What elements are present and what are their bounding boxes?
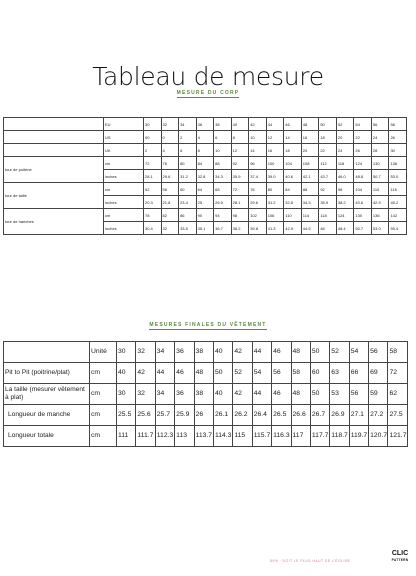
table-cell: 25.5: [117, 405, 136, 426]
table-row: [4, 131, 407, 144]
size-header: 46: [272, 342, 291, 363]
table-cell: 119.7: [349, 426, 368, 447]
table-cell: 29.6: [161, 170, 179, 183]
table-cell: 26.6: [291, 405, 310, 426]
table-cell: 92: [319, 183, 337, 196]
table-cell: 14: [284, 131, 302, 144]
table-cell: 38: [194, 384, 213, 405]
table-cell: 46: [272, 384, 291, 405]
table-cell: 40: [213, 384, 232, 405]
table-cell: 72: [144, 157, 162, 170]
table-cell: 118: [319, 209, 337, 222]
measurement-name: tour de taille: [4, 183, 104, 209]
table-cell: 96: [249, 157, 267, 170]
table-cell: 118: [336, 157, 354, 170]
table-cell: 24: [371, 131, 389, 144]
table-cell: 12: [266, 131, 284, 144]
table-cell: 48: [194, 363, 213, 384]
table-cell: 66: [349, 363, 368, 384]
size-header: 38: [194, 342, 213, 363]
table-cell: 82: [161, 209, 179, 222]
size-header: 52: [330, 342, 349, 363]
table-cell: 44: [266, 118, 284, 131]
table-cell: 114: [301, 209, 319, 222]
unit-label: cm: [90, 426, 117, 447]
table-cell: 25.6: [136, 405, 155, 426]
table-cell: 4: [196, 131, 214, 144]
size-header: 42: [233, 342, 252, 363]
table-cell: 41.3: [266, 222, 284, 235]
table-cell: 54: [252, 363, 271, 384]
table-cell: 53.0: [389, 170, 407, 183]
table-cell: 26: [354, 144, 372, 157]
table-cell: 78: [144, 209, 162, 222]
table-cell: 27.5: [388, 405, 408, 426]
table-cell: 130: [371, 157, 389, 170]
table-header-row: [4, 342, 408, 363]
table-cell: 24: [336, 144, 354, 157]
table-cell: 106: [266, 209, 284, 222]
table-cell: 23.4: [179, 196, 197, 209]
size-header: 40: [213, 342, 232, 363]
table-cell: 33.5: [179, 222, 197, 235]
section-title-garment-text: MESURES FINALES DU VÊTEMENT: [149, 322, 267, 328]
table-cell: 48: [291, 384, 310, 405]
table-cell: 59: [369, 384, 388, 405]
table-cell: 114.3: [213, 426, 232, 447]
table-cell: 31.2: [179, 170, 197, 183]
table-cell: 120.7: [369, 426, 388, 447]
table-row: [4, 118, 407, 131]
table-cell: 48.8: [354, 170, 372, 183]
table-cell: 136: [389, 157, 407, 170]
table-cell: 56: [371, 118, 389, 131]
body-measurement-table: [3, 117, 407, 235]
table-cell: 2: [179, 131, 197, 144]
size-header: 56: [369, 342, 388, 363]
table-cell: 42.1: [301, 170, 319, 183]
table-cell: 142: [389, 209, 407, 222]
table-cell: 84: [284, 183, 302, 196]
table-cell: 20.3: [144, 196, 162, 209]
unit-header: Unité: [90, 342, 117, 363]
size-header: 48: [291, 342, 310, 363]
table-cell: 56: [161, 183, 179, 196]
table-cell: 20: [336, 131, 354, 144]
table-cell: 36: [175, 384, 194, 405]
table-cell: 14: [249, 144, 267, 157]
table-cell: 117: [291, 426, 310, 447]
table-cell: 88: [214, 157, 232, 170]
size-header: 36: [175, 342, 194, 363]
table-cell: 36: [196, 118, 214, 131]
table-cell: 42: [249, 118, 267, 131]
table-cell-empty: [4, 118, 104, 131]
table-cell: 124: [336, 209, 354, 222]
size-header: 54: [349, 342, 368, 363]
table-cell: 56: [272, 363, 291, 384]
table-cell: 30: [144, 118, 162, 131]
table-cell: 21.8: [161, 196, 179, 209]
table-cell: 53.0: [371, 222, 389, 235]
table-cell: 116.3: [272, 426, 291, 447]
footer-text: 89% · DOIT LE PLUS HAUT DE L'ÉGLISE: [270, 559, 351, 563]
table-cell: 46.0: [336, 170, 354, 183]
table-cell: 52: [336, 118, 354, 131]
unit-label: cm: [90, 384, 117, 405]
table-cell: 112.3: [155, 426, 174, 447]
table-cell: 98: [336, 183, 354, 196]
unit-label: cm: [90, 405, 117, 426]
table-cell: 8: [231, 131, 249, 144]
table-cell: 58: [291, 363, 310, 384]
garment-measurement-table: [3, 341, 408, 447]
table-cell: 115.7: [252, 426, 271, 447]
table-cell: 54: [354, 118, 372, 131]
table-cell: 63: [330, 363, 349, 384]
table-cell: 32: [136, 384, 155, 405]
table-cell: 113: [175, 426, 194, 447]
table-cell: 43.7: [319, 170, 337, 183]
table-cell: 44: [155, 363, 174, 384]
section-title-body: [0, 90, 416, 96]
table-row: [4, 183, 407, 196]
table-cell: 72: [231, 183, 249, 196]
table-cell: 26: [194, 405, 213, 426]
table-cell: 48.4: [336, 222, 354, 235]
table-cell: 31.2: [266, 196, 284, 209]
table-cell: 40: [231, 118, 249, 131]
table-cell: 34: [179, 118, 197, 131]
table-cell: 18: [284, 144, 302, 157]
table-cell: 22: [319, 144, 337, 157]
table-cell: 4: [161, 144, 179, 157]
table-cell: 50.7: [354, 222, 372, 235]
table-row: [4, 157, 407, 170]
table-cell: 88: [301, 183, 319, 196]
size-header: 34: [155, 342, 174, 363]
table-cell: 26.7: [310, 405, 329, 426]
table-cell: 84: [196, 157, 214, 170]
table-cell: 35.1: [196, 222, 214, 235]
table-cell: 16: [266, 144, 284, 157]
table-cell: 28: [371, 144, 389, 157]
table-cell: 8: [196, 144, 214, 157]
unit-label: inches: [104, 170, 144, 183]
table-cell: 90: [196, 209, 214, 222]
table-row: [4, 426, 408, 447]
table-cell: 108: [301, 157, 319, 170]
table-cell: 62: [388, 384, 408, 405]
section-title-garment: [0, 322, 416, 328]
table-cell: 42.9: [371, 196, 389, 209]
table-cell: 46: [319, 222, 337, 235]
table-cell: 117.7: [310, 426, 329, 447]
table-cell: 86: [179, 209, 197, 222]
measurement-name: tour de poitrine: [4, 157, 104, 183]
table-cell: 39.0: [266, 170, 284, 183]
table-cell: 104: [284, 157, 302, 170]
table-cell: 52: [144, 183, 162, 196]
size-header: 44: [252, 342, 271, 363]
table-cell: 26.5: [272, 405, 291, 426]
measurement-name: Longueur totale: [4, 426, 90, 447]
table-cell: 112: [319, 157, 337, 170]
table-cell: 56: [349, 384, 368, 405]
table-cell: 94: [214, 209, 232, 222]
table-cell: 100: [266, 157, 284, 170]
table-cell: 26.1: [213, 405, 232, 426]
table-cell: 37.4: [249, 170, 267, 183]
table-cell-empty: [4, 131, 104, 144]
table-cell: 60: [179, 183, 197, 196]
table-cell: 12: [231, 144, 249, 157]
table-cell: 111: [117, 426, 136, 447]
table-cell: 6: [214, 131, 232, 144]
table-cell: 60: [310, 363, 329, 384]
brand-logo: [389, 551, 411, 563]
unit-label: inches: [104, 222, 144, 235]
size-header: 50: [310, 342, 329, 363]
table-row: [4, 144, 407, 157]
table-cell: 28.1: [231, 196, 249, 209]
table-cell: 102: [249, 209, 267, 222]
table-cell: 50.7: [371, 170, 389, 183]
measurement-name: La taille (mesurer vêtement à plat): [4, 384, 90, 405]
unit-label: cm: [104, 157, 144, 170]
table-cell: 113.7: [194, 426, 213, 447]
table-cell: 32.8: [196, 170, 214, 183]
table-cell: 76: [249, 183, 267, 196]
table-cell: 26.4: [252, 405, 271, 426]
table-cell: 30.4: [144, 222, 162, 235]
table-row: [4, 405, 408, 426]
size-header: 32: [136, 342, 155, 363]
table-cell: 36.7: [214, 222, 232, 235]
section-title-body-text: MESURE DU CORP: [176, 90, 240, 96]
table-cell: 25.9: [175, 405, 194, 426]
table-cell: 38.2: [231, 222, 249, 235]
table-cell: 115: [233, 426, 252, 447]
table-cell: 39.8: [249, 222, 267, 235]
table-cell: 130: [354, 209, 372, 222]
table-cell: 26: [389, 131, 407, 144]
table-cell: 76: [161, 157, 179, 170]
table-cell: 68: [214, 183, 232, 196]
table-row: [4, 209, 407, 222]
table-cell: 25.7: [155, 405, 174, 426]
table-cell: 42: [233, 384, 252, 405]
table-cell: 27.1: [349, 405, 368, 426]
table-cell: 110: [284, 209, 302, 222]
size-header: 58: [388, 342, 408, 363]
table-cell: 92: [231, 157, 249, 170]
table-cell: 32.8: [284, 196, 302, 209]
table-cell: 34.3: [301, 196, 319, 209]
table-cell: 2: [144, 144, 162, 157]
page-title: Tableau de mesure: [92, 62, 324, 91]
table-cell: 10: [249, 131, 267, 144]
table-cell: 26.5: [214, 196, 232, 209]
table-cell: 18: [319, 131, 337, 144]
table-cell: 38: [214, 118, 232, 131]
table-cell: 42.9: [284, 222, 302, 235]
logo-line1: CLIC: [391, 550, 409, 557]
table-cell: 26.2: [233, 405, 252, 426]
table-cell: 64: [196, 183, 214, 196]
table-cell: 28.1: [144, 170, 162, 183]
table-row: [4, 384, 408, 405]
measurement-name: tour de hanches: [4, 209, 104, 235]
table-cell: 30: [117, 384, 136, 405]
table-cell: 98: [231, 209, 249, 222]
table-cell: 50: [319, 118, 337, 131]
table-cell: 72: [388, 363, 408, 384]
table-row: [4, 363, 408, 384]
table-cell: 46: [284, 118, 302, 131]
measurement-name: Longueur de manche: [4, 405, 90, 426]
table-cell: 10: [214, 144, 232, 157]
table-cell: 22: [354, 131, 372, 144]
table-cell: 40.6: [284, 170, 302, 183]
table-cell: 104: [354, 183, 372, 196]
table-cell: 30: [389, 144, 407, 157]
table-cell: 00: [144, 131, 162, 144]
measurement-name: Pit to Pit (poitrine/plat): [4, 363, 90, 384]
unit-label: inches: [104, 196, 144, 209]
table-cell: 110: [371, 183, 389, 196]
table-cell: 48: [301, 118, 319, 131]
size-header: 30: [117, 342, 136, 363]
table-cell: 20: [301, 144, 319, 157]
table-cell: 53: [330, 384, 349, 405]
table-cell: 34: [155, 384, 174, 405]
table-cell: 69: [369, 363, 388, 384]
size-system-label: US: [104, 131, 144, 144]
table-cell: 35.9: [231, 170, 249, 183]
table-cell-empty: [4, 144, 104, 157]
table-cell: 50: [213, 363, 232, 384]
logo-line2: PATTERN: [391, 558, 409, 562]
table-cell: 45.2: [389, 196, 407, 209]
table-cell: 80: [266, 183, 284, 196]
table-cell: 58: [389, 118, 407, 131]
table-cell: 44.5: [301, 222, 319, 235]
table-cell: 29.6: [249, 196, 267, 209]
table-cell: 27.2: [369, 405, 388, 426]
table-cell: 55.4: [389, 222, 407, 235]
table-cell: 35.9: [319, 196, 337, 209]
table-cell: 118.7: [330, 426, 349, 447]
table-cell: 32: [161, 118, 179, 131]
table-cell: 44: [252, 384, 271, 405]
size-system-label: EU: [104, 118, 144, 131]
table-cell: 6: [179, 144, 197, 157]
table-cell: 32: [161, 222, 179, 235]
table-cell: 121.7: [388, 426, 408, 447]
table-cell: 34.3: [214, 170, 232, 183]
table-cell: 111.7: [136, 426, 155, 447]
table-cell: 124: [354, 157, 372, 170]
table-cell: 50: [310, 384, 329, 405]
table-cell: 136: [371, 209, 389, 222]
size-system-label: UK: [104, 144, 144, 157]
table-cell: 16: [301, 131, 319, 144]
unit-label: cm: [104, 209, 144, 222]
table-cell: 116: [389, 183, 407, 196]
table-cell-empty: [4, 342, 90, 363]
table-cell: 25: [196, 196, 214, 209]
unit-label: cm: [90, 363, 117, 384]
table-cell: 26.9: [330, 405, 349, 426]
table-cell: 42: [136, 363, 155, 384]
table-cell: 40.6: [354, 196, 372, 209]
table-cell: 40: [117, 363, 136, 384]
table-cell: 46: [175, 363, 194, 384]
table-cell: 80: [179, 157, 197, 170]
table-cell: 38.2: [336, 196, 354, 209]
table-cell: 52: [233, 363, 252, 384]
table-cell: 0: [161, 131, 179, 144]
unit-label: cm: [104, 183, 144, 196]
